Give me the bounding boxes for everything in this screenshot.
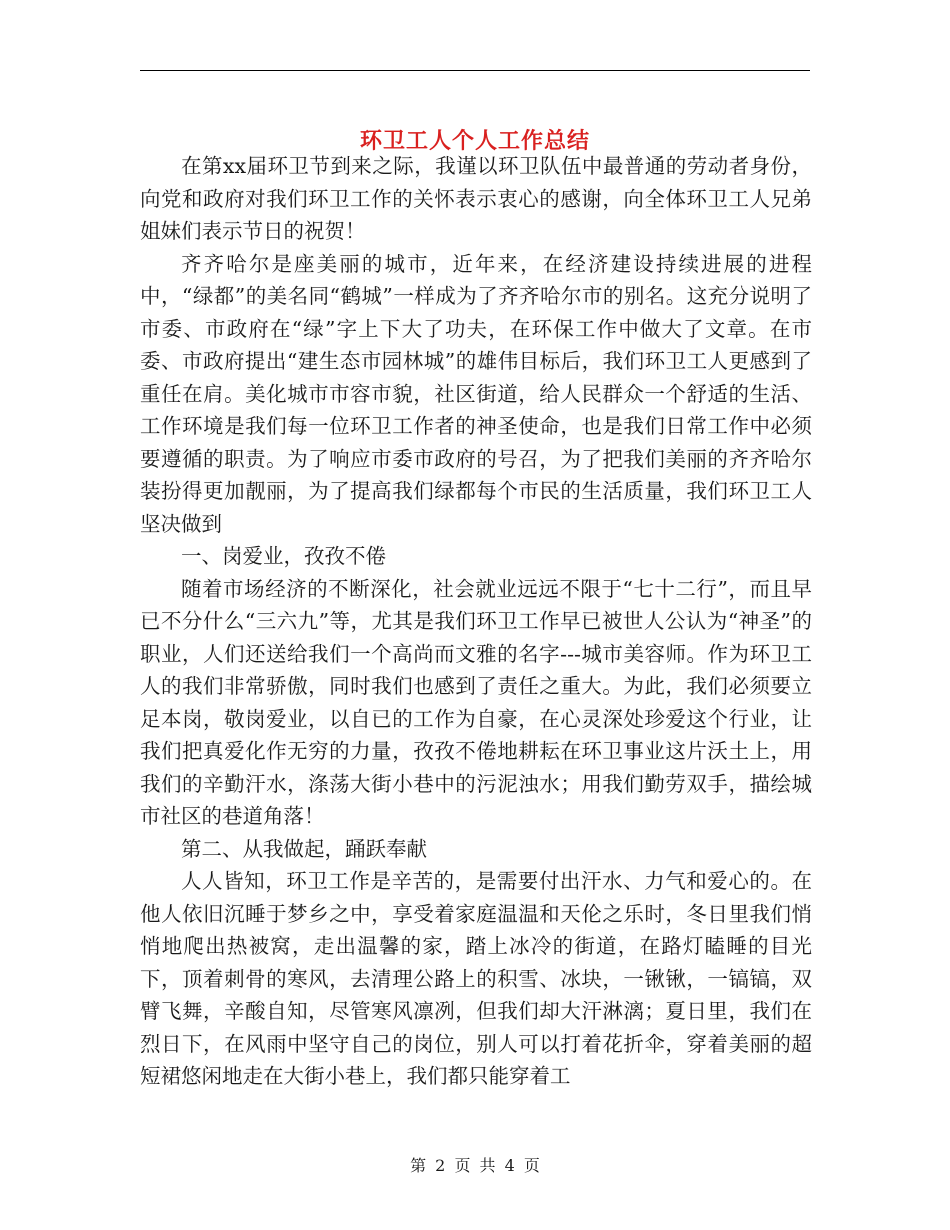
- paragraph-city: 齐齐哈尔是座美丽的城市，近年来，在经济建设持续进展的进程中，“绿都”的美名同“鹤城”一样成为了齐齐哈尔市的别名。这充分说明了市委、市政府在“绿”字上下大了功夫，在环保工作中做大了文章。在市委、市政府提出“建生态市园林城”的雄伟目标后，我们环卫工人更感到了重任在肩。美化城市市容市貌，社区街道，给人民群众一个舒适的生活、工作环境是我们每一位环卫工作者的神圣使命，也是我们日常工作中必须要遵循的职责。为了响应市委市政府的号召，为了把我们美丽的齐齐哈尔装扮得更加靓丽，为了提高我们绿都每个市民的生活质量，我们环卫工人坚决做到: [140, 251, 812, 536]
- section-heading-1: 一、岗爱业，孜孜不倦: [181, 544, 386, 568]
- section-heading-2: 第二、从我做起，踊跃奉献: [181, 836, 427, 861]
- paragraph-intro: 在第xx届环卫节到来之际，我谨以环卫队伍中最普通的劳动者身份，向党和政府对我们环卫工作的关怀表示衷心的感谢，向全体环卫工人兄弟姐妹们表示节日的祝贺！: [140, 154, 812, 243]
- document-body: [140, 150, 812, 1093]
- header-rule: [140, 70, 810, 71]
- paragraph-section-2: 人人皆知，环卫工作是辛苦的，是需要付出汗水、力气和爱心的。在他人依旧沉睡于梦乡之中，享受着家庭温温和天伦之乐时，冬日里我们悄悄地爬出热被窝，走出温馨的家，踏上冰冷的街道，在路灯瞌睡的目光下，顶着刺骨的寒风，去清理公路上的积雪、冰块，一锹锹，一镐镐，双臂飞舞，辛酸自知，尽管寒风凛冽，但我们却大汗淋漓；夏日里，我们在烈日下，在风雨中坚守自己的岗位，别人可以打着花折伞，穿着美丽的超短裙悠闲地走在大街小巷上，我们都只能穿着工: [140, 869, 812, 1088]
- page-number: 第 2 页 共 4 页: [410, 1156, 540, 1175]
- paragraph-section-1: 随着市场经济的不断深化，社会就业远远不限于“七十二行”，而且早已不分什么“三六九”等，尤其是我们环卫工作早已被世人公认为“神圣”的职业，人们还送给我们一个高尚而文雅的名字---城市美容师。作为环卫工人的我们非常骄傲，同时我们也感到了责任之重大。为此，我们必须要立足本岗，敬岗爱业，以自已的工作为自豪，在心灵深处珍爱这个行业，让我们把真爱化作无穷的力量，孜孜不倦地耕耘在环卫事业这片沃土上，用我们的辛勤汗水，涤荡大街小巷中的污泥浊水；用我们勤劳双手，描绘城市社区的巷道角落！: [140, 576, 812, 828]
- document-title: 环卫工人个人工作总结: [359, 127, 590, 154]
